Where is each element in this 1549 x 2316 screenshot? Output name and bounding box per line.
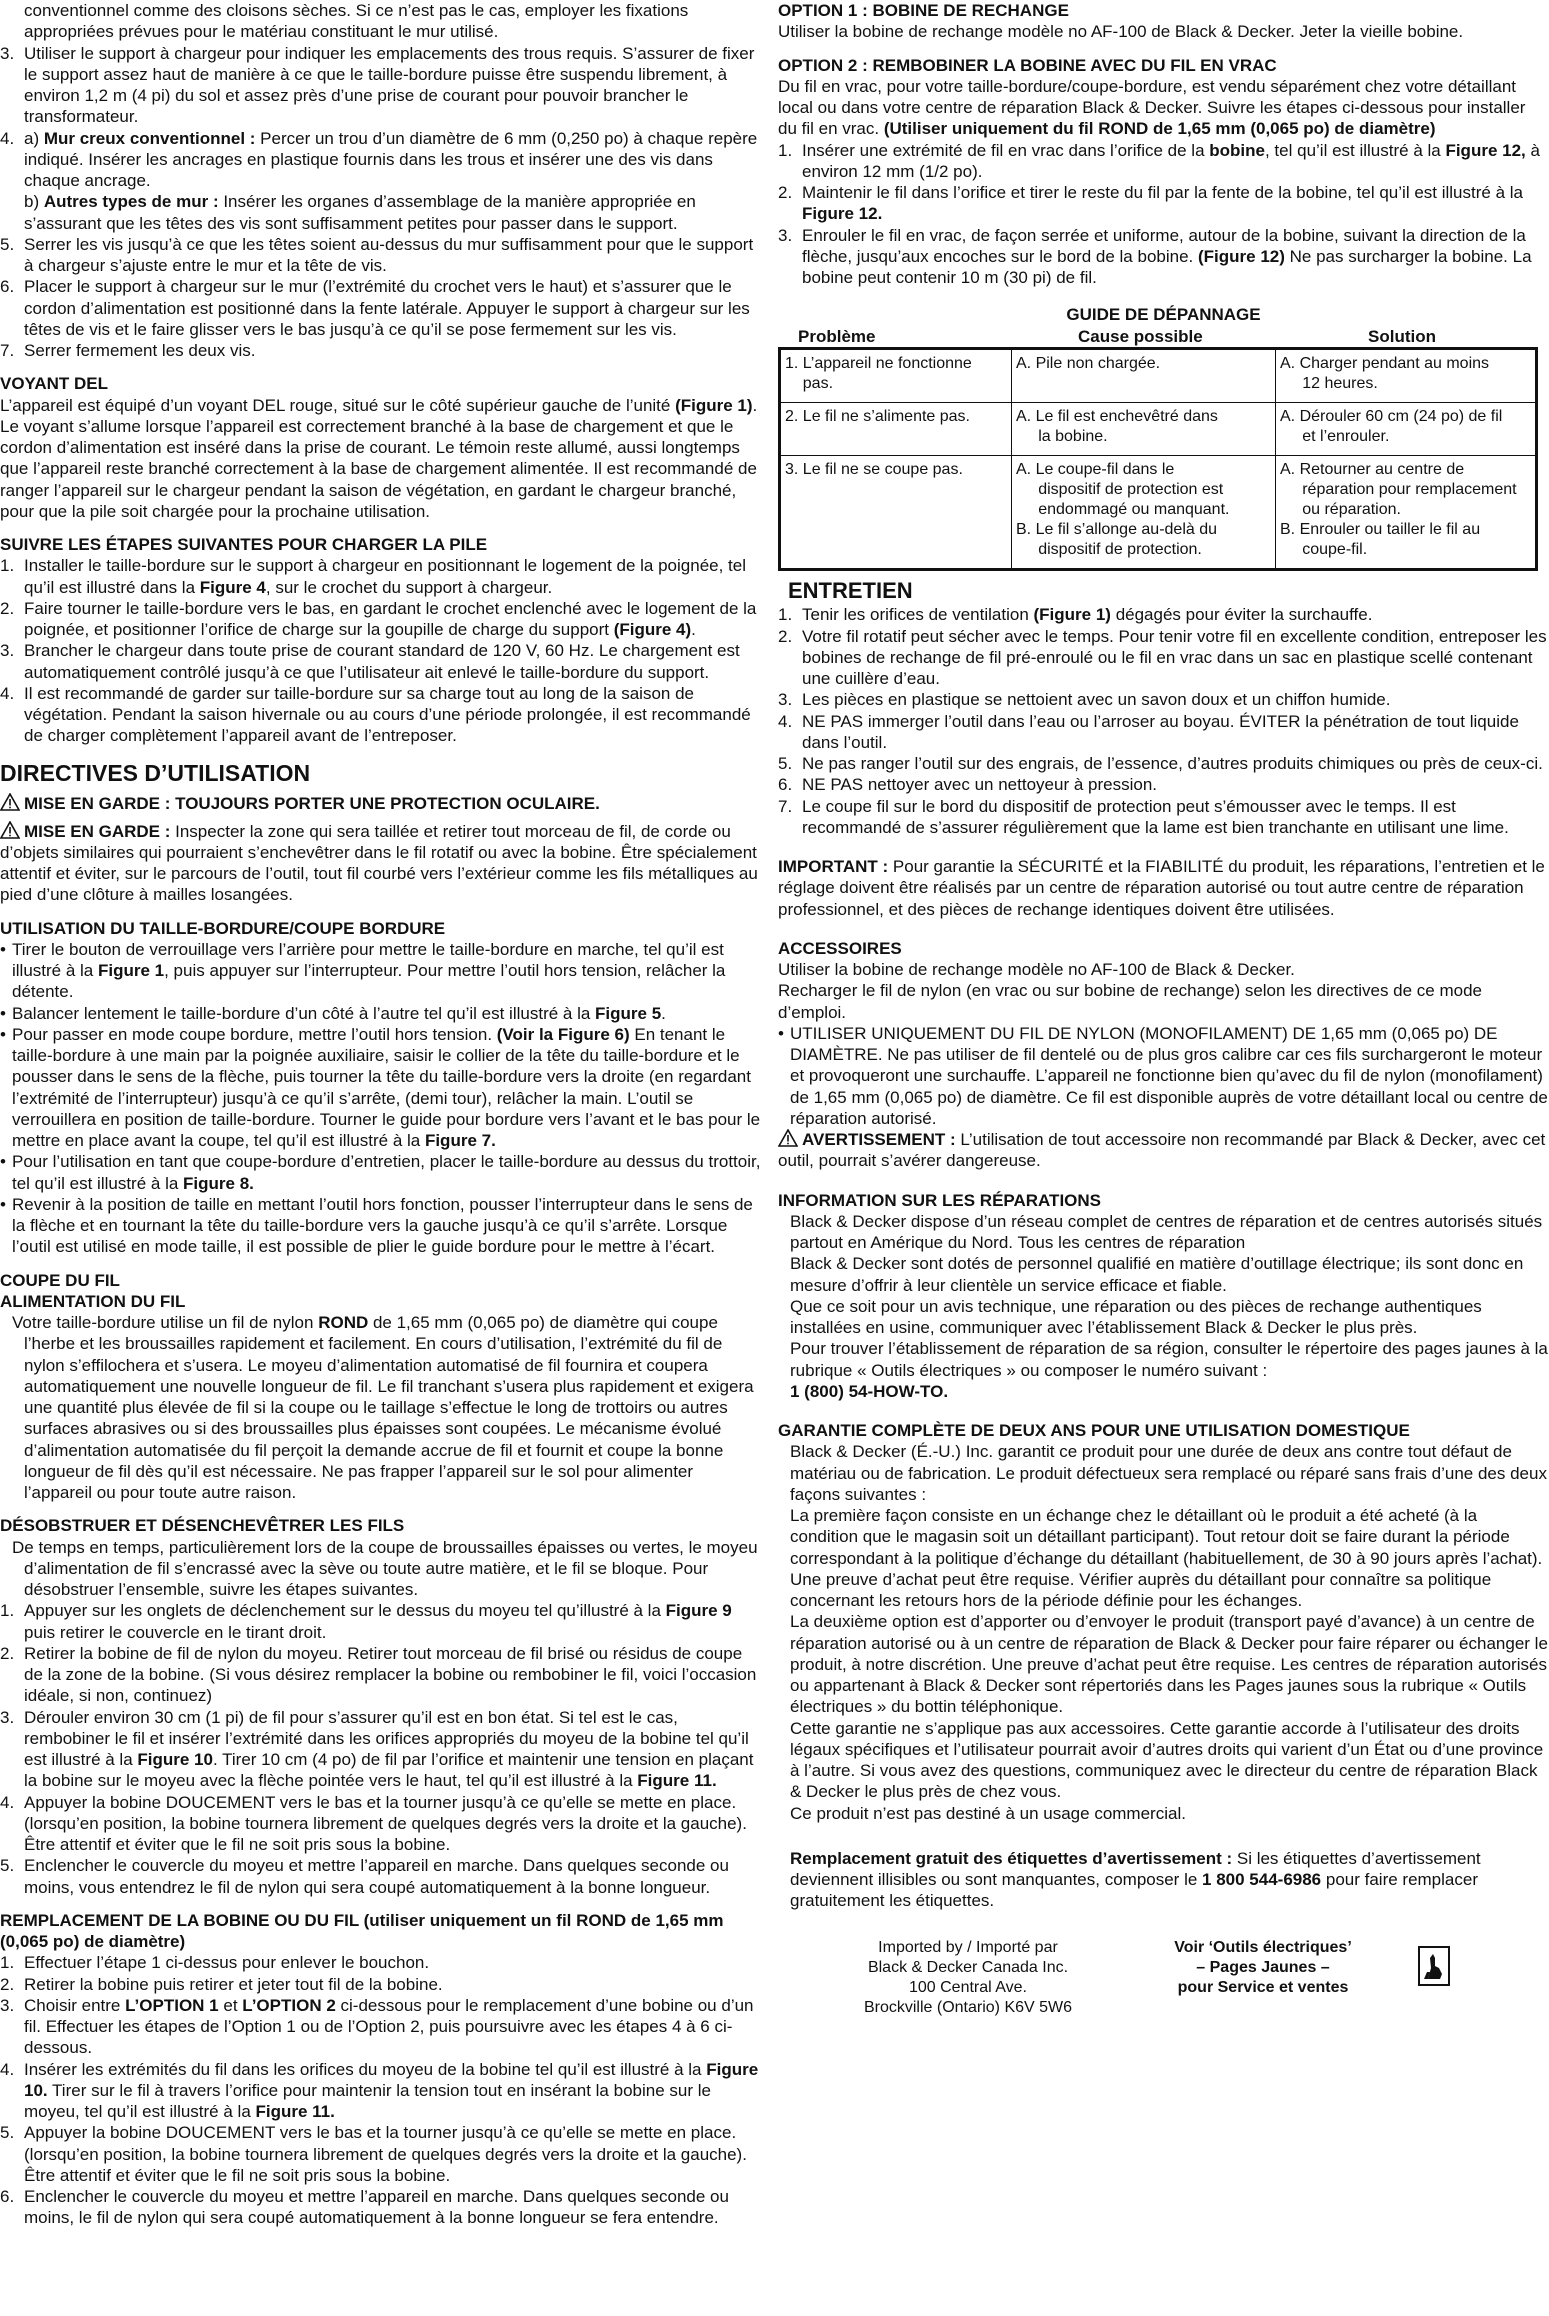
option2-title: OPTION 2 : REMBOBINER LA BOBINE AVEC DU FIL EN VRAC bbox=[778, 55, 1277, 75]
item-number: 5. bbox=[0, 1856, 15, 1876]
item-number: 5. bbox=[0, 234, 15, 254]
item-text: Tenir les orifices de ventilation (Figure 1) dégagés pour éviter la surchauffe. bbox=[802, 605, 1373, 625]
list-item bbox=[778, 774, 1549, 795]
item-text: Insérer une extrémité de fil en vrac dans l’orifice de la bobine, tel qu’il est illustré à la Figure 12, à environ 12 mm (1/2 po). bbox=[802, 140, 1540, 181]
solution-cell: A. Dérouler 60 cm (24 po) de fil et l’enrouler. bbox=[1276, 402, 1537, 455]
list-item bbox=[0, 1855, 762, 1898]
desobstruer-list bbox=[0, 1600, 762, 1898]
list-item bbox=[0, 1643, 762, 1707]
bullet-item: • Balancer lentement le taille-bordure d’un côté à l’autre tel qu’il est illustré à la Figure 5. bbox=[0, 1003, 762, 1024]
item-text: Retirer la bobine puis retirer et jeter tout fil de la bobine. bbox=[24, 1974, 443, 1994]
etiquettes-text: Remplacement gratuit des étiquettes d’avertissement : Si les étiquettes d’avertissement deviennent illisibles ou sont manquantes, composer le 1 800 544-6986 pour faire remplacer gratuitement les étiquettes. bbox=[790, 1848, 1481, 1911]
item-number: 6. bbox=[0, 2187, 15, 2206]
list-item bbox=[0, 1792, 762, 1856]
list-item bbox=[778, 711, 1549, 754]
item-text: Effectuer l’étape 1 ci-dessus pour enlever le bouchon. bbox=[24, 1953, 430, 1973]
list-item bbox=[0, 640, 762, 683]
intro-list bbox=[0, 0, 762, 361]
importer-block bbox=[828, 1938, 1108, 2018]
item-number: 3. bbox=[0, 1995, 15, 2015]
voyant-text: L’appareil est équipé d’un voyant DEL rouge, situé sur le côté supérieur gauche de l’unité (Figure 1). Le voyant s’allume lorsque l’appareil est correctement branché à la base de chargement et que le cordon d’alimentation est inséré dans la prise de courant. Le témoin reste allumé, aussi longtemps que l’appareil reste branché correctement à la base de chargement alimentée. Il est recommandé de ranger l’appareil sur le chargeur pendant la saison de végétation, en gardant le chargeur branché, pour que la pile soit chargée pour la prochaine utilisation. bbox=[0, 395, 758, 521]
list-item bbox=[778, 626, 1549, 690]
item-text: Dérouler environ 30 cm (1 pi) de fil pour s’assurer qu’il est en bon état. Si tel est le cas, rembobiner le fil et insérer l’extrémité dans les orifices appropriés du moyeu de la bobine tel qu’il est illustré à la Figure 10. Tirer 10 cm (4 po) de fil par l’orifice et maintenir une tension en plaçant la bobine sur le moyeu avec la flèche pointée vers le haut, tel qu’il est illustré à la Figure 11. bbox=[24, 1707, 754, 1791]
guide-header-solution: Solution bbox=[1368, 326, 1436, 346]
option1-text: Utiliser la bobine de rechange modèle no AF-100 de Black & Decker. Jeter la vieille bobine. bbox=[778, 22, 1464, 42]
warning-triangle-icon bbox=[778, 1129, 798, 1147]
remplacement-title: REMPLACEMENT DE LA BOBINE OU DU FIL (utiliser uniquement un fil ROND de 1,65 mm (0,065 po) de diamètre) bbox=[0, 1910, 724, 1951]
item-text: Appuyer la bobine DOUCEMENT vers le bas et la tourner jusqu’à ce qu’elle se mette en place. (lorsqu’en position, la bobine tournera librement de quelques degrés vers la droite et la gauche). Être attentif et éviter que le fil ne soit pris sous la bobine. bbox=[24, 2123, 747, 2185]
item-text: Placer le support à chargeur sur le mur (l’extrémité du crochet vers le haut) et s’assurer que le cordon d’alimentation est positionné dans la fente latérale. Appuyer le support à chargeur sur les têtes de vis et le faire glisser vers le bas jusqu’à ce qu’il se pose fermement sur les vis. bbox=[24, 277, 750, 339]
importer-line: Brockville (Ontario) K6V 5W6 bbox=[863, 1998, 1073, 2016]
item-number: 4. bbox=[0, 2059, 15, 2079]
garantie-title: GARANTIE COMPLÈTE DE DEUX ANS POUR UNE UTILISATION DOMESTIQUE bbox=[778, 1421, 1410, 1440]
warning-label: MISE EN GARDE : bbox=[24, 821, 171, 841]
footer bbox=[778, 1938, 1549, 2048]
service-line: pour Service et ventes bbox=[1177, 1978, 1349, 1996]
table-row bbox=[780, 348, 1537, 402]
item-text: a) Mur creux conventionnel : Percer un trou d’un diamètre de 6 mm (0,250 po) à chaque repère indiqué. Insérer les ancrages en plastique fournis dans les trous et insérer une des vis dans chaque ancrage. b) Autres types de mur : Insérer les organes d’assemblage de la manière appropriée en s’assurant que les têtes des vis sont suffisamment petites pour passer dans le support. bbox=[24, 128, 758, 233]
option2-text: Du fil en vrac, pour votre taille-bordure/coupe-bordure, est vendu séparément chez votre détaillant local ou dans votre centre de réparation Black & Decker. Suivre les étapes ci-dessous pour installer du fil en vrac. (Utiliser uniquement du fil ROND de 1,65 mm (0,065 po) de diamètre) bbox=[778, 76, 1526, 139]
item-number: 5. bbox=[0, 2123, 15, 2143]
item-text: Utiliser le support à chargeur pour indiquer les emplacements des trous requis. S’assurer de fixer le support assez haut de manière à ce que le taille-bordure puisse être suspendu librement, à environ 1,2 m (4 pi) du sol et assez près d’une prise de courant pour pouvoir brancher le transformateur. bbox=[24, 43, 755, 127]
item-text: Enclencher le couvercle du moyeu et mettre l’appareil en marche. Dans quelques seconde ou moins, le fil de nylon qui sera coupé automatiquement à la bonne longueur se fera entendre. bbox=[24, 2187, 729, 2228]
etapes-title: SUIVRE LES ÉTAPES SUIVANTES POUR CHARGER LA PILE bbox=[0, 535, 488, 554]
item-number: 6. bbox=[0, 277, 15, 297]
list-item bbox=[778, 140, 1549, 183]
info-text: Black & Decker dispose d’un réseau complet de centres de réparation et de centres autorisés situés partout en Amérique du Nord. Tous les centres de réparation Black & Decker sont dotés de personnel qualifié en matière d’outillage électrique; ils sont donc en mesure d’offrir à leur clientèle un service efficace et fiable. Que ce soit pour un avis technique, une réparation ou des pièces de rechange authentiques installées en usine, communiquer avec l’établissement Black & Decker le plus près. Pour trouver l’établissement de réparation de sa région, consulter le répertoire des pages jaunes à la rubrique « Outils électriques » ou composer le numéro suivant : 1 (800) 54-HOW-TO. bbox=[790, 1211, 1548, 1401]
service-line: – Pages Jaunes – bbox=[1196, 1958, 1330, 1976]
guide-header-problem: Problème bbox=[798, 326, 876, 346]
list-item bbox=[0, 1707, 762, 1792]
item-number: 1. bbox=[0, 556, 15, 576]
list-item bbox=[0, 0, 762, 43]
accessoires-title: ACCESSOIRES bbox=[778, 938, 902, 958]
desobstruer-title: DÉSOBSTRUER ET DÉSENCHEVÊTRER LES FILS bbox=[0, 1516, 405, 1536]
item-text: Enrouler le fil en vrac, de façon serrée et uniforme, autour de la bobine, suivant la direction de la flèche, jusqu’aux encoches sur le bord de la bobine. (Figure 12) Ne pas surcharger la bobine. La bobine peut contenir 10 m (30 pi) de fil. bbox=[802, 225, 1532, 287]
item-number: 3. bbox=[778, 225, 793, 245]
list-item bbox=[778, 225, 1549, 289]
bullet-item: • Pour passer en mode coupe bordure, mettre l’outil hors tension. (Voir la Figure 6) En tenant le taille-bordure à une main par la poignée auxiliaire, saisir le collier de la tête du taille-bordure et le pousser dans le sens de la flèche, puis tourner la tête du taille-bordure vers la droite (en regardant l’extrémité de l’interrupteur) jusqu’à ce qu’il s’arrête, (demi tour), relâcher la main. L’outil se verrouillera en position de taille-bordure. Tourner le guide pour bordure vers l’avant et le bas pour le mettre en place avant la coupe, tel qu’il est illustré à la Figure 7. bbox=[0, 1024, 762, 1152]
item-number: 5. bbox=[778, 754, 793, 773]
list-item bbox=[0, 2059, 762, 2123]
item-number: 7. bbox=[0, 341, 15, 360]
info-title: INFORMATION SUR LES RÉPARATIONS bbox=[778, 1190, 1101, 1210]
list-item bbox=[0, 683, 762, 747]
table-row bbox=[780, 402, 1537, 455]
cause-cell: A. Le coupe-fil dans le dispositif de protection est endommagé ou manquant. B. Le fil s’allonge au-delà du dispositif de protection. bbox=[1012, 455, 1276, 569]
service-block bbox=[1138, 1938, 1388, 1998]
accessoires-bullet: • UTILISER UNIQUEMENT DU FIL DE NYLON (MONOFILAMENT) DE 1,65 mm (0,065 po) DE DIAMÈTRE. Ne pas utiliser de fil dentelé ou de plus gros calibre car ces fils surchargeront le moteur et provoqueront une surchauffe. L’appareil ne fonctionne bien qu’avec du fil de nylon (monofilament) de 1,65 mm (0,065 po) de diamètre. Ce fil est disponible auprès de votre détaillant local ou centre de réparation autorisé. bbox=[778, 1023, 1549, 1129]
item-number: 6. bbox=[778, 775, 793, 795]
item-number: 1. bbox=[778, 605, 793, 625]
item-number: 4. bbox=[778, 711, 793, 731]
alimentation-title: ALIMENTATION DU FIL bbox=[0, 1291, 186, 1311]
guide-header bbox=[786, 326, 1549, 347]
list-item bbox=[0, 276, 762, 340]
list-item bbox=[778, 604, 1549, 625]
avertissement-text: L’utilisation de tout accessoire non recommandé par Black & Decker, avec cet outil, pourrait s’avérer dangereuse. bbox=[778, 1130, 1546, 1171]
cause-cell: A. Pile non chargée. bbox=[1012, 348, 1276, 402]
remplacement-list bbox=[0, 1952, 762, 2228]
item-number: 1. bbox=[0, 1601, 15, 1621]
item-text: Les pièces en plastique se nettoient avec un savon doux et un chiffon humide. bbox=[802, 690, 1391, 710]
warning-triangle-icon bbox=[0, 793, 20, 811]
warning-text: MISE EN GARDE : TOUJOURS PORTER UNE PROTECTION OCULAIRE. bbox=[24, 794, 600, 814]
warning-eye-protection bbox=[0, 793, 762, 814]
yellow-pages-walking-fingers-icon bbox=[1418, 1946, 1450, 1986]
bullet-item: • Revenir à la position de taille en mettant l’outil hors fonction, pousser l’interrupteur dans le sens de la flèche et en tournant la tête du taille-bordure vers la gauche jusqu’à ce qu’il s’arrête. Lorsque l’outil est utilisé en mode taille, il est possible de plier le guide bordure pour le mettre à l’écart. bbox=[0, 1194, 762, 1258]
item-number: 2. bbox=[0, 1974, 15, 1994]
warning-body: Inspecter la zone qui sera taillée et retirer tout morceau de fil, de corde ou d’objets similaires qui pourraient s’enchevêtrer dans le fil rotatif ou avec la bobine. Être spécialement attentif et éviter, sur le parcours de l’outil, tout fil courbé vers l’extérieur comme les fils métalliques au pied d’une clôture à mailles losangées. bbox=[0, 821, 758, 905]
item-number: 3. bbox=[0, 1707, 15, 1727]
item-number: 2. bbox=[778, 183, 793, 202]
solution-cell: A. Retourner au centre de réparation pour remplacement ou réparation. B. Enrouler ou tailler le fil au coupe-fil. bbox=[1276, 455, 1537, 569]
warning-triangle-icon bbox=[0, 821, 20, 839]
accessoires-list bbox=[778, 1023, 1549, 1129]
voyant-title: VOYANT DEL bbox=[0, 374, 109, 394]
list-item bbox=[0, 2122, 762, 2186]
problem-cell: 1. L’appareil ne fonctionne pas. bbox=[785, 354, 972, 392]
directives-title: DIRECTIVES D’UTILISATION bbox=[0, 759, 311, 786]
item-number: 4. bbox=[0, 683, 15, 703]
utilisation-title: UTILISATION DU TAILLE-BORDURE/COUPE BORDURE bbox=[0, 918, 446, 938]
item-number: 4. bbox=[0, 128, 15, 148]
bullet-item: • Tirer le bouton de verrouillage vers l’arrière pour mettre le taille-bordure en marche, tel qu’il est illustré à la Figure 1, puis appuyer sur l’interrupteur. Pour mettre l’outil hors tension, relâcher la détente. bbox=[0, 939, 762, 1003]
desobstruer-text: De temps en temps, particulièrement lors de la coupe de broussailles épaisses ou vertes, le moyeu d’alimentation de fil s’encrassé avec la sève ou toute autre matière, et le fil se bloque. Pour désobstruer l’ensemble, suivre les étapes suivantes. bbox=[12, 1537, 758, 1599]
item-text: Insérer les extrémités du fil dans les orifices du moyeu de la bobine tel qu’il est illustré à la Figure 10. Tirer sur le fil à travers l’orifice pour maintenir la tension tout en insérant la bobine sur le moyeu, tel qu’il est illustré à la Figure 11. bbox=[24, 2059, 759, 2121]
item-text: Choisir entre L’OPTION 1 et L’OPTION 2 ci-dessous pour le remplacement d’une bobine ou d’un fil. Effectuer les étapes de l’Option 1 ou de l’Option 2, puis poursuivre avec les étapes 4 à 6 ci-dessous. bbox=[24, 1995, 754, 2058]
item-text: Faire tourner le taille-bordure vers le bas, en gardant le crochet enclenché avec le logement de la poignée, et positionner l’orifice de charge sur la goupille de charge du support (Figure 4). bbox=[24, 598, 757, 639]
list-item bbox=[778, 182, 1549, 225]
item-text: Brancher le chargeur dans toute prise de courant standard de 120 V, 60 Hz. Le chargement est automatiquement contrôlé jusqu’à ce que l’utilisateur ait enlevé le taille-bordure du support. bbox=[24, 641, 740, 682]
item-number: 1. bbox=[778, 140, 793, 160]
item-text: Votre fil rotatif peut sécher avec le temps. Pour tenir votre fil en excellente condition, entreposer les bobines de rechange de fil pré-enroulé ou le fil en vrac dans un sac en plastique scellé contenant une cuillère d’eau. bbox=[802, 626, 1547, 688]
item-text: conventionnel comme des cloisons sèches. Si ce n’est pas le cas, employer les fixations appropriées prévues pour le matériau constituant le mur utilisé. bbox=[24, 1, 689, 42]
item-text: NE PAS nettoyer avec un nettoyeur à pression. bbox=[802, 775, 1157, 795]
entretien-list bbox=[778, 604, 1549, 838]
avertissement-label: AVERTISSEMENT : bbox=[802, 1130, 956, 1149]
list-item bbox=[778, 796, 1549, 839]
item-text: Maintenir le fil dans l’orifice et tirer le reste du fil par la fente de la bobine, tel qu’il est illustré à la Figure 12. bbox=[802, 183, 1523, 224]
list-item bbox=[0, 598, 762, 641]
item-number: 2. bbox=[0, 1643, 15, 1663]
item-number: 3. bbox=[0, 641, 15, 661]
list-item bbox=[778, 753, 1549, 774]
item-text: Appuyer la bobine DOUCEMENT vers le bas et la tourner jusqu’à ce qu’elle se mette en place. (lorsqu’en position, la bobine tournera librement de quelques degrés vers la droite et la gauche). Être attentif et éviter que le fil ne soit pris sous la bobine. bbox=[24, 1792, 747, 1854]
list-item bbox=[0, 555, 762, 598]
item-text: Le coupe fil sur le bord du dispositif de protection peut s’émousser avec le temps. Il est recommandé de s’assurer régulièrement que la lame est bien tranchante en utilisant une lime. bbox=[802, 796, 1509, 837]
troubleshooting-table bbox=[778, 347, 1538, 571]
bullet-item: • Pour l’utilisation en tant que coupe-bordure d’entretien, placer le taille-bordure au dessus du trottoir, tel qu’il est illustré à la Figure 8. bbox=[0, 1151, 762, 1194]
list-item bbox=[0, 43, 762, 128]
entretien-title: ENTRETIEN bbox=[788, 577, 913, 603]
item-text: Serrer fermement les deux vis. bbox=[24, 341, 256, 360]
item-text: Serrer les vis jusqu’à ce que les têtes soient au-dessus du mur suffisamment pour que le support à chargeur s’ajuste entre le mur et la tête de vis. bbox=[24, 234, 754, 275]
item-text: Il est recommandé de garder sur taille-bordure sur sa charge tout au long de la saison de végétation. Pendant la saison hivernale ou au cours d’une période prolongée, il est recommandé de charger complètement l’appareil avant de l’entreposer. bbox=[24, 683, 751, 746]
list-item bbox=[0, 1995, 762, 2059]
warning-inspect bbox=[0, 821, 762, 906]
coupe-title: COUPE DU FIL bbox=[0, 1270, 120, 1290]
service-line: Voir ‘Outils électriques’ bbox=[1174, 1938, 1352, 1956]
utilisation-list bbox=[0, 939, 762, 1258]
right-column bbox=[778, 0, 1549, 2308]
list-item bbox=[0, 2186, 762, 2229]
guide-header-cause: Cause possible bbox=[1078, 326, 1203, 346]
list-item bbox=[0, 1600, 762, 1643]
item-number: 1. bbox=[0, 1953, 15, 1973]
importer-line: Imported by / Importé par bbox=[878, 1938, 1058, 1956]
important-text: IMPORTANT : Pour garantie la SÉCURITÉ et la FIABILITÉ du produit, les réparations, l’entretien et le réglage doivent être réalisés par un centre de réparation autorisé ou tout autre centre de réparation professionnel, et des pièces de rechange identiques doivent être utilisées. bbox=[778, 857, 1545, 919]
etapes-list bbox=[0, 555, 762, 746]
item-number: 4. bbox=[0, 1792, 15, 1812]
cause-cell: A. Le fil est enchevêtré dans la bobine. bbox=[1012, 402, 1276, 455]
list-item bbox=[0, 234, 762, 277]
left-column bbox=[0, 0, 762, 2308]
problem-cell: 2. Le fil ne s’alimente pas. bbox=[780, 402, 1012, 455]
option2-list bbox=[778, 140, 1549, 289]
table-row bbox=[780, 455, 1537, 569]
item-text: Retirer la bobine de fil de nylon du moyeu. Retirer tout morceau de fil brisé ou résidus de coupe de la zone de la bobine. (Si vous désirez remplacer la bobine ou rembobiner le fil, voici l’occasion idéale, si non, continuez) bbox=[24, 1643, 757, 1706]
item-text: Ne pas ranger l’outil sur des engrais, de l’essence, d’autres produits chimiques ou près de ceux-ci. bbox=[802, 754, 1543, 773]
problem-cell: 3. Le fil ne se coupe pas. bbox=[780, 455, 1012, 569]
list-item bbox=[0, 1952, 762, 1973]
item-number: 2. bbox=[0, 598, 15, 618]
option1-title: OPTION 1 : BOBINE DE RECHANGE bbox=[778, 1, 1069, 20]
importer-line: Black & Decker Canada Inc. bbox=[867, 1958, 1069, 1976]
item-number: 7. bbox=[778, 796, 793, 816]
item-number: 3. bbox=[778, 690, 793, 710]
item-text: NE PAS immerger l’outil dans l’eau ou l’arroser au boyau. ÉVITER la pénétration de tout liquide dans l’outil. bbox=[802, 711, 1519, 752]
list-item bbox=[0, 128, 762, 234]
item-text: Enclencher le couvercle du moyeu et mettre l’appareil en marche. Dans quelques seconde ou moins, vous entendrez le fil de nylon qui sera coupé automatiquement à la bonne longueur. bbox=[24, 1856, 729, 1897]
item-text: Installer le taille-bordure sur le support à chargeur en positionnant le logement de la poignée, tel qu’il est illustré dans la Figure 4, sur le crochet du support à chargeur. bbox=[24, 556, 747, 597]
avertissement bbox=[778, 1129, 1549, 1172]
list-item bbox=[778, 689, 1549, 710]
item-number: 3. bbox=[0, 43, 15, 63]
solution-cell: A. Charger pendant au moins 12 heures. bbox=[1276, 348, 1537, 402]
garantie-text: Black & Decker (É.-U.) Inc. garantit ce produit pour une durée de deux ans contre tout défaut de matériau ou de fabrication. Le produit défectueux sera remplacé ou réparé sans frais d’une des deux façons suivantes : La première façon consiste en un échange chez le détaillant où le produit a été acheté (à la condition que le magasin soit un détaillant participant). Tout retour doit se faire durant la période correspondant à la politique d’échange du détaillant (habituellement, de 30 à 90 jours après l’achat). Une preuve d’achat peut être requise. Vérifier auprès du détaillant pour connaître sa politique concernant les retours hors de la période définie pour les échanges. La deuxième option est d’apporter ou d’envoyer le produit (transport payé d’avance) à un centre de réparation autorisé ou à un centre de réparation de Black & Decker pour faire réparer ou échanger le produit, à notre discrétion. Une preuve d’achat peut être requise. Les centres de réparation autorisés ou appartenant à Black & Decker sont répertoriés dans les Pages jaunes sous la rubrique « Outils électriques » du bottin téléphonique. Cette garantie ne s’applique pas aux accessoires. Cette garantie accorde à l’utilisateur des droits légaux spécifiques et l’utilisateur pourrait avoir d’autres droits qui varient d’un État ou d’une province à l’autre. Si vous avez des questions, communiquez avec le directeur du centre de réparation Black & Decker le plus près de chez vous. Ce produit n’est pas destiné à un usage commercial. bbox=[790, 1442, 1548, 1823]
accessoires-text: Utiliser la bobine de rechange modèle no AF-100 de Black & Decker. Recharger le fil de nylon (en vrac ou sur bobine de rechange) selon les directives de ce mode d’emploi. bbox=[778, 960, 1483, 1022]
guide-title: GUIDE DE DÉPANNAGE bbox=[1066, 305, 1261, 325]
item-number: 2. bbox=[778, 626, 793, 646]
list-item bbox=[0, 1974, 762, 1995]
importer-line: 100 Central Ave. bbox=[908, 1978, 1027, 1996]
item-text: Appuyer sur les onglets de déclenchement sur le dessus du moyeu tel qu’illustré à la Figure 9 puis retirer le couvercle en le tirant droit. bbox=[24, 1601, 732, 1642]
coupe-text: Votre taille-bordure utilise un fil de nylon ROND de 1,65 mm (0,065 po) de diamètre qui coupe l’herbe et les broussailles rapidement et facilement. En cours d’utilisation, l’extrémité du fil de nylon s’effilochera et s’usera. Le moyeu d’alimentation automatisé de fil fournira et coupera automatiquement une nouvelle longueur de fil. Le fil tranchant s’usera plus rapidement et exigera une quantité plus élevée de fil si la coupe ou le taillage s’effectue le long de trottoirs ou autres surfaces abrasives ou si des broussailles plus épaisses sont coupées. Le mécanisme évolué d’alimentation automatisée du fil perçoit la demande accrue de fil et fournit et coupe la bonne longueur de fil dès qu’il est nécessaire. Ne pas frapper l’appareil sur le sol pour alimenter l’appareil ou pour toute autre raison. bbox=[12, 1313, 754, 1502]
list-item bbox=[0, 340, 762, 361]
